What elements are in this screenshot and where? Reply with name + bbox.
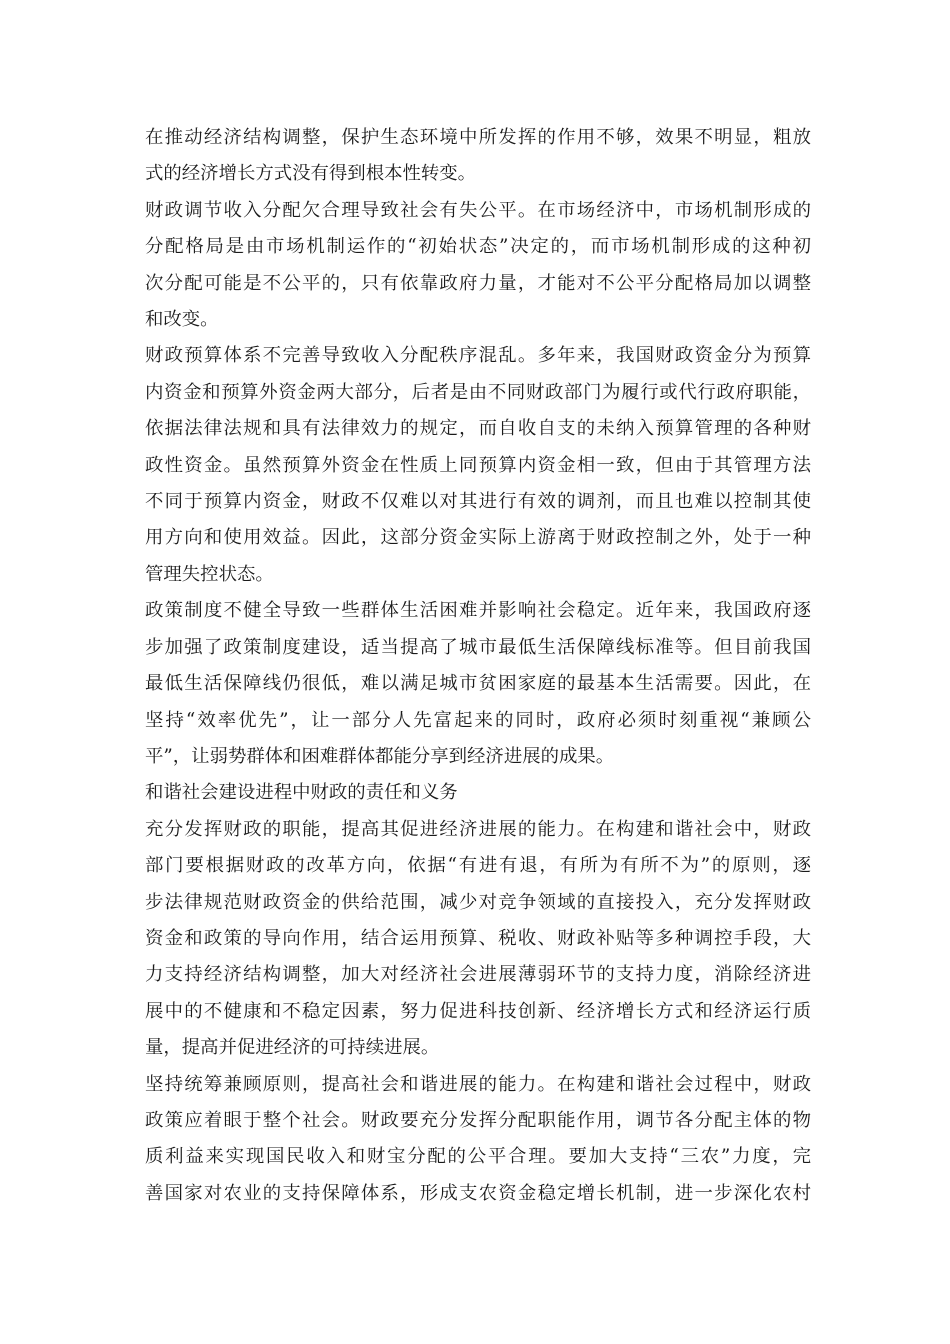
- document-body: [145, 120, 811, 1212]
- text-line: 量，提高并促进经济的可持续进展。: [145, 1037, 440, 1059]
- text-line: 在推动经济结构调整，保护生态环境中所发挥的作用不够，效果不明显，粗放: [145, 127, 811, 148]
- text-line: 政策制度不健全导致一些群体生活困难并影响社会稳定。近年来，我国政府逐: [145, 600, 811, 622]
- text-line: 最低生活保障线仍很低，难以满足城市贫困家庭的最基本生活需要。因此，在: [145, 673, 811, 695]
- text-line: 和改变。: [145, 309, 219, 331]
- text-line: 财政调节收入分配欠合理导致社会有失公平。在市场经济中，市场机制形成的: [145, 199, 811, 221]
- text-line: 平”，让弱势群体和困难群体都能分享到经济进展的成果。: [145, 745, 615, 767]
- text-line: 步法律规范财政资金的供给范围，减少对竞争领域的直接投入，充分发挥财政: [145, 891, 811, 913]
- text-line: 式的经济增长方式没有得到根本性转变。: [145, 163, 477, 185]
- paragraph-income-distribution: [145, 193, 811, 339]
- section-heading: [145, 775, 811, 811]
- text-line: 质利益来实现国民收入和财宝分配的公平合理。要加大支持“三农”力度，完: [145, 1146, 811, 1168]
- text-line: 用方向和使用效益。因此，这部分资金实际上游离于财政控制之外，处于一种: [145, 527, 811, 549]
- paragraph-fiscal-function: [145, 812, 811, 1067]
- text-line: 政策应着眼于整个社会。财政要充分发挥分配职能作用，调节各分配主体的物: [145, 1109, 811, 1131]
- text-line: 不同于预算内资金，财政不仅难以对其进行有效的调剂，而且也难以控制其使: [145, 491, 811, 513]
- text-line: 财政预算体系不完善导致收入分配秩序混乱。多年来，我国财政资金分为预算: [145, 345, 811, 367]
- text-line: 依据法律法规和具有法律效力的规定，而自收自支的未纳入预算管理的各种财: [145, 418, 811, 440]
- text-line: 和谐社会建设进程中财政的责任和义务: [145, 782, 458, 804]
- paragraph-ecological-role: [145, 120, 811, 193]
- text-line: 内资金和预算外资金两大部分，后者是由不同财政部门为履行或代行政府职能，: [145, 381, 811, 403]
- text-line: 次分配可能是不公平的，只有依靠政府力量，才能对不公平分配格局加以调整: [145, 272, 811, 294]
- text-line: 善国家对农业的支持保障体系，形成支农资金稳定增长机制，进一步深化农村: [145, 1182, 811, 1204]
- text-line: 坚持统筹兼顾原则，提高社会和谐进展的能力。在构建和谐社会过程中，财政: [145, 1073, 811, 1095]
- paragraph-overall-planning: [145, 1067, 811, 1213]
- paragraph-policy-system: [145, 593, 811, 775]
- text-line: 坚持“效率优先”，让一部分人先富起来的同时，政府必须时刻重视“兼顾公: [145, 709, 811, 731]
- text-line: 政性资金。虽然预算外资金在性质上同预算内资金相一致，但由于其管理方法: [145, 454, 811, 476]
- text-line: 充分发挥财政的职能，提高其促进经济进展的能力。在构建和谐社会中，财政: [145, 818, 811, 840]
- text-line: 步加强了政策制度建设，适当提高了城市最低生活保障线标准等。但目前我国: [145, 636, 811, 658]
- text-line: 展中的不健康和不稳定因素，努力促进科技创新、经济增长方式和经济运行质: [145, 1000, 811, 1022]
- text-line: 分配格局是由市场机制运作的“初始状态”决定的，而市场机制形成的这种初: [145, 236, 811, 258]
- text-line: 力支持经济结构调整，加大对经济社会进展薄弱环节的支持力度，消除经济进: [145, 964, 811, 986]
- text-line: 资金和政策的导向作用，结合运用预算、税收、财政补贴等多种调控手段，大: [145, 927, 811, 949]
- text-line: 部门要根据财政的改革方向，依据“有进有退，有所为有所不为”的原则，逐: [145, 855, 811, 877]
- paragraph-budget-system: [145, 338, 811, 593]
- text-line: 管理失控状态。: [145, 563, 274, 585]
